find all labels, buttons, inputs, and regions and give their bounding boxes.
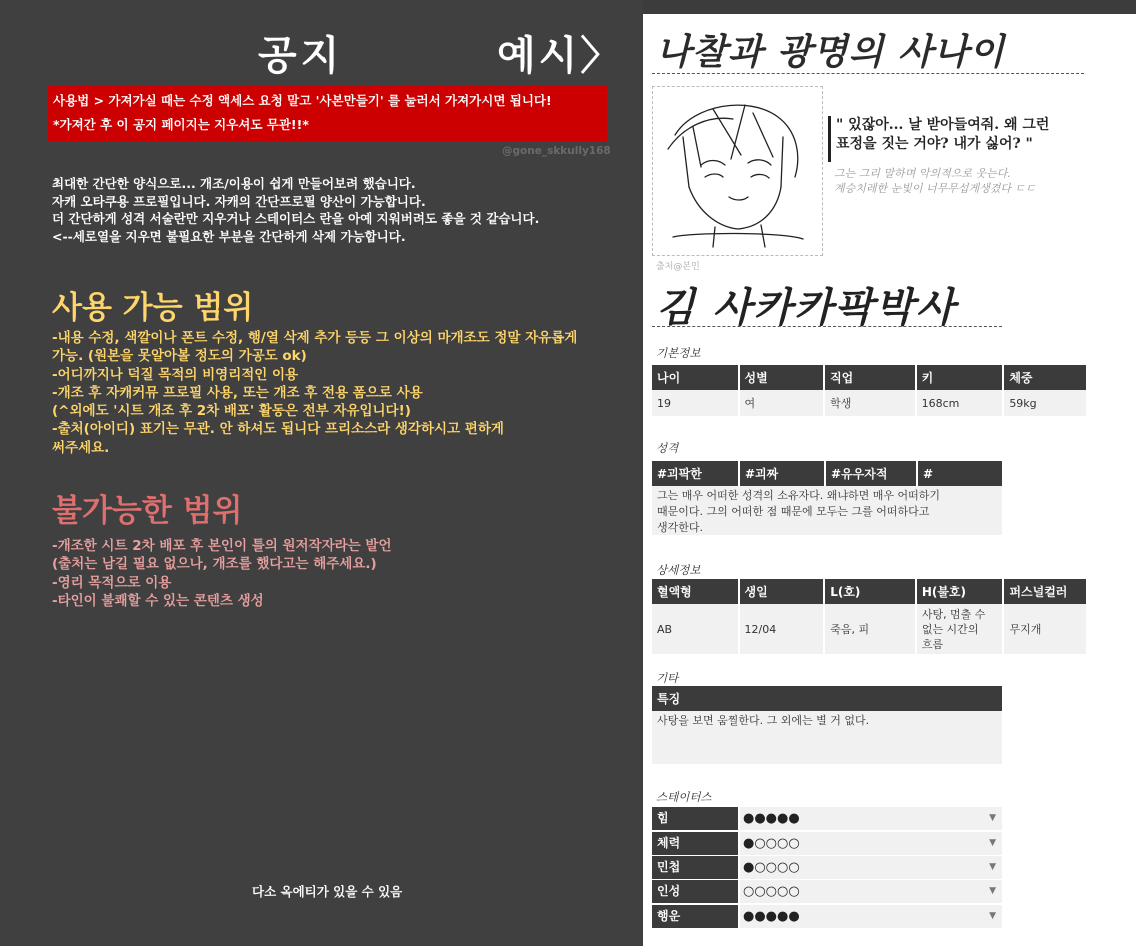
- basic-info-table: [652, 365, 1088, 416]
- dropdown-arrow-icon[interactable]: ▼: [989, 886, 996, 896]
- intro-line: <--세로열을 지우면 불필요한 부분을 간단하게 삭제 가능합니다.: [52, 228, 406, 244]
- table-cell: AB: [652, 604, 739, 654]
- usage-line: 사용법 > 가져가실 때는 수정 액세스 요청 말고 '사본만들기' 를 눌러서 가져가시면 됩니다!: [53, 93, 552, 108]
- table-header-row: [652, 365, 1087, 390]
- personality-description: [652, 486, 1002, 535]
- footer-note: 다소 옥에티가 있을 수 있음: [252, 884, 403, 899]
- personality-tag: #유우자적: [825, 461, 917, 486]
- title-divider: [652, 73, 1084, 74]
- allowed-item: 가능. (원본을 못알아볼 정도의 가공도 ok): [52, 348, 307, 365]
- table-cell: 사탕, 멈출 수 없는 시간의 흐름: [916, 604, 1004, 654]
- status-row-strength: [652, 807, 1002, 830]
- personality-tag: #괴짜: [739, 461, 825, 486]
- allowed-item: -내용 수정, 색깔이나 폰트 수정, 행/열 삭제 추가 등등 그 이상의 마개조도 정말 자유롭게: [52, 330, 578, 346]
- status-value: ●○○○○: [743, 860, 800, 875]
- character-portrait: [652, 86, 823, 256]
- forbidden-heading: 불가능한 범위: [52, 493, 243, 529]
- status-dropdown[interactable]: [740, 905, 1002, 928]
- character-name: 김 사카카팍박사: [656, 285, 957, 331]
- description-line: 계승치레한 눈빛이 너무무섭게생겼다 ㄷㄷ: [834, 182, 1036, 195]
- feature-text: 사탕을 보면 움찔한다. 그 외에는 별 거 없다.: [657, 714, 870, 727]
- description-line: 그는 그리 말하며 악의적으로 웃는다.: [834, 167, 1011, 180]
- forbidden-item: -영리 목적으로 이용: [52, 574, 172, 591]
- status-row-agility: [652, 856, 1002, 879]
- basic-info-label: 기본정보: [656, 346, 701, 360]
- etc-header: [652, 686, 1004, 711]
- dropdown-arrow-icon[interactable]: ▼: [989, 838, 996, 848]
- quote-line: 표정을 짓는 거야? 내가 싫어? ": [836, 136, 1033, 152]
- personality-tag: #: [917, 461, 1003, 486]
- allowed-heading: 사용 가능 범위: [52, 290, 254, 326]
- usage-line: *가져간 후 이 공지 페이지는 지우셔도 무관!!*: [53, 117, 309, 132]
- portrait-credit: 출처@본인: [656, 262, 700, 272]
- detail-info-table: [652, 579, 1088, 654]
- profile-title: 나찰과 광명의 사나이: [656, 32, 1006, 73]
- top-strip: [643, 0, 1136, 14]
- intro-line: 더 간단하게 성격 서술란만 지우거나 스테이터스 란을 아예 지워버려도 좋을 것 같습니다.: [52, 211, 540, 226]
- status-label-cell: 체력: [652, 832, 738, 855]
- table-cell: 12/04: [739, 604, 825, 654]
- status-value: ○○○○○: [743, 884, 800, 899]
- status-dropdown[interactable]: [740, 856, 1002, 879]
- table-cell: 무지개: [1003, 604, 1087, 654]
- status-dropdown[interactable]: [740, 832, 1002, 855]
- status-row-luck: [652, 905, 1002, 928]
- allowed-item: (^외에도 '시트 개조 후 2차 배포' 활동은 전부 자유입니다!): [52, 403, 411, 420]
- notice-subtitle: 예시〉: [497, 33, 624, 79]
- tag-row: [652, 461, 1003, 486]
- status-row-personality: [652, 880, 1002, 903]
- dropdown-arrow-icon[interactable]: ▼: [989, 862, 996, 872]
- author-credit: @gone_skkully168: [502, 145, 611, 157]
- table-row: [652, 390, 1087, 416]
- name-divider: [652, 326, 1002, 327]
- intro-line: 자캐 오타쿠용 프로필입니다. 자캐의 간단프로필 양산이 가능합니다.: [52, 193, 426, 209]
- table-header-row: [652, 579, 1087, 604]
- detail-info-label: 상세정보: [656, 563, 701, 577]
- status-row-stamina: [652, 832, 1002, 855]
- status-label-cell: 행운: [652, 905, 738, 928]
- allowed-item: -개조 후 자캐커뮤 프로필 사용, 또는 개조 후 전용 폼으로 사용: [52, 384, 423, 401]
- header-cell: 키: [916, 365, 1004, 390]
- intro-text: [52, 175, 539, 245]
- header-cell: 성별: [739, 365, 825, 390]
- intro-line: 최대한 간단한 양식으로... 개조/이용이 쉽게 만들어보려 했습니다.: [52, 176, 416, 191]
- header-cell: 혈액형: [652, 579, 739, 604]
- feature-text-cell: [652, 711, 1002, 764]
- personality-tags: [652, 461, 1004, 486]
- table-cell: 168cm: [916, 390, 1004, 416]
- table-cell: 죽음, 피: [824, 604, 916, 654]
- notice-title: 공지: [258, 33, 344, 79]
- status-label: 스테이터스: [656, 790, 712, 804]
- header-cell: L(호): [824, 579, 916, 604]
- allowed-list: [52, 329, 577, 457]
- header-cell: 체중: [1003, 365, 1087, 390]
- forbidden-item: (출처는 남길 필요 없으나, 개조를 했다고는 해주세요.): [52, 556, 377, 573]
- etc-label: 기타: [656, 671, 679, 685]
- allowed-item: -어디까지나 덕질 목적의 비영리적인 이용: [52, 366, 299, 383]
- feature-header: 특징: [652, 686, 1003, 711]
- status-label-cell: 민첩: [652, 856, 738, 879]
- forbidden-item: -타인이 불쾌할 수 있는 콘텐츠 생성: [52, 592, 264, 609]
- portrait-sketch: [653, 87, 822, 255]
- header-cell: 직업: [824, 365, 916, 390]
- quote-bar: [828, 116, 831, 162]
- header-cell: H(불호): [916, 579, 1004, 604]
- status-dropdown[interactable]: [740, 880, 1002, 903]
- allowed-item: 써주세요.: [52, 439, 110, 456]
- personality-line: 생각한다.: [657, 521, 704, 534]
- status-dropdown[interactable]: [740, 807, 1002, 830]
- quote-description: [834, 166, 1036, 196]
- dropdown-arrow-icon[interactable]: ▼: [989, 813, 996, 823]
- table-cell: 학생: [824, 390, 916, 416]
- status-value: ●●●●●: [743, 909, 800, 924]
- quote-line: " 있잖아... 날 받아들여줘. 왜 그런: [836, 117, 1050, 133]
- table-cell: 19: [652, 390, 739, 416]
- status-value: ●●●●●: [743, 811, 800, 826]
- dropdown-arrow-icon[interactable]: ▼: [989, 911, 996, 921]
- forbidden-list: [52, 537, 392, 610]
- header-cell: 나이: [652, 365, 739, 390]
- table-cell: 59kg: [1003, 390, 1087, 416]
- allowed-item: -출처(아이디) 표기는 무관. 안 하셔도 됩니다 프리소스라 생각하시고 편하게: [52, 421, 504, 438]
- forbidden-item: -개조한 시트 2차 배포 후 본인이 틀의 원저작자라는 발언: [52, 538, 392, 554]
- personality-line: 때문이다. 그의 어떠한 점 때문에 모두는 그를 어떠하다고: [657, 505, 930, 518]
- personality-label: 성격: [656, 441, 679, 455]
- status-label-cell: 인성: [652, 880, 738, 903]
- header-cell: 퍼스널컬러: [1003, 579, 1087, 604]
- status-label-cell: 힘: [652, 807, 738, 830]
- character-quote: [836, 116, 1049, 154]
- usage-warning-box: [48, 86, 607, 141]
- status-value: ●○○○○: [743, 836, 800, 851]
- table-cell: 여: [739, 390, 825, 416]
- personality-tag: #괴팍한: [652, 461, 739, 486]
- personality-line: 그는 매우 어떠한 성격의 소유자다. 왜냐하면 매우 어떠하기: [657, 489, 940, 502]
- table-row: [652, 604, 1087, 654]
- header-cell: 생일: [739, 579, 825, 604]
- etc-header-row: [652, 686, 1003, 711]
